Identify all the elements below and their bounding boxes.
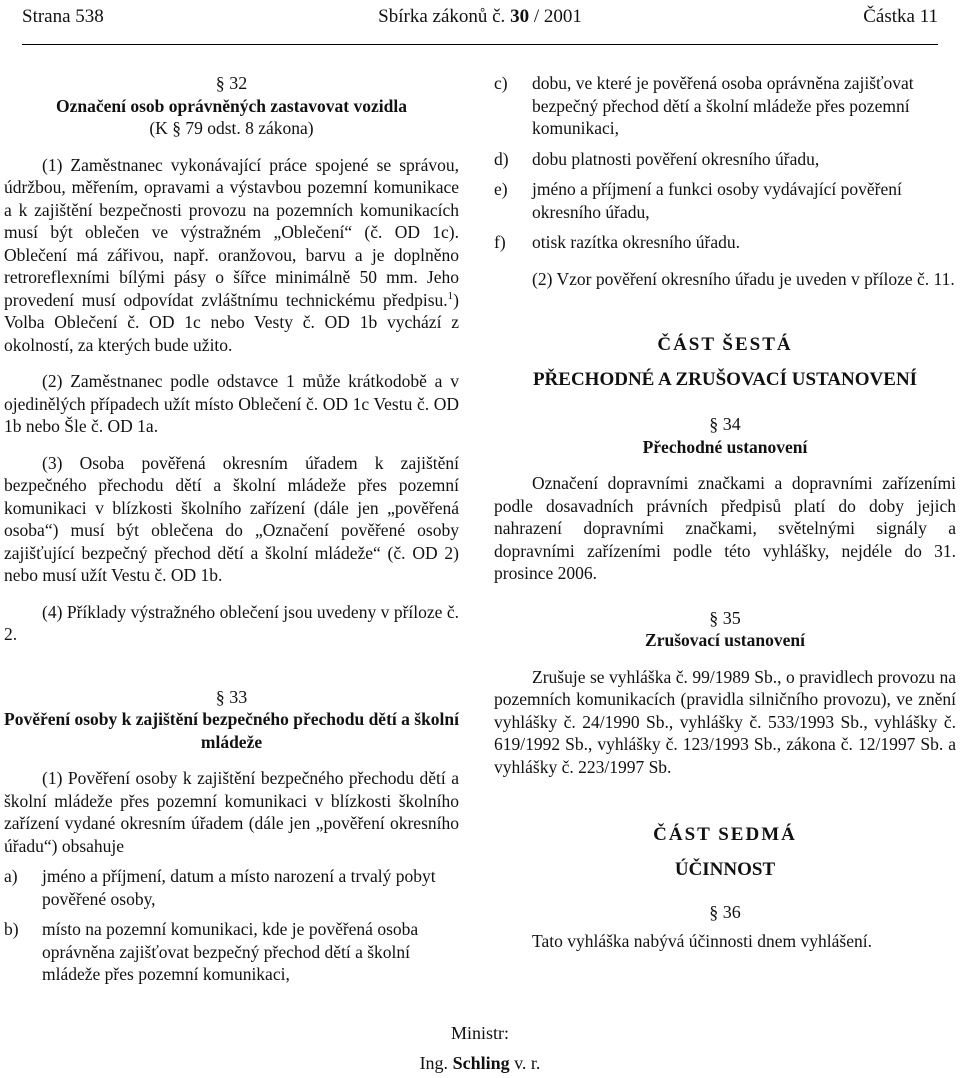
- section-32-reference: (K § 79 odst. 8 zákona): [149, 118, 314, 138]
- section-32-paragraph-4: (4) Příklady výstražného oblečení jsou uvedeny v příloze č. 2.: [4, 601, 459, 644]
- list-item-mark: b): [4, 919, 19, 939]
- signature-role: Ministr:: [450, 1023, 509, 1043]
- footnote-marker: 1: [447, 289, 454, 302]
- list-item: [494, 178, 956, 223]
- part-seven-label: ČÁST SEDMÁ: [653, 824, 797, 845]
- section-32-paragraph-2: (2) Zaměstnanec podle odstavce 1 může krátkodobě a v ojedinělých případech užít místo Oblečení č. OD 1c Vestu č. OD 1b nebo Šle č. OD 1a.: [4, 371, 459, 436]
- signature-line: [0, 1048, 960, 1078]
- section-35-title: Zrušovací ustanovení: [645, 630, 805, 650]
- section-35-sign: § 35: [709, 607, 741, 628]
- section-32-title: Označení osob oprávněných zastavovat vozidla: [56, 95, 407, 116]
- section-33-paragraph-1: (1) Pověření osoby k zajištění bezpečného přechodu dětí a školní mládeže přes pozemní komunikaci v blízkosti školního zařízení vydané okresním úřadem (dále jen „pověření okresního úřadu“) obsahuje: [4, 768, 459, 856]
- collection-year: / 2001: [533, 6, 582, 27]
- section-36-sign: § 36: [709, 902, 741, 922]
- list-item-text: jméno a příjmení a funkci osoby vydávající pověření okresního úřadu,: [532, 179, 902, 222]
- section-33-sign: § 33: [215, 686, 248, 707]
- section-32-paragraph-1-tail: ) Volba Oblečení č. OD 1c nebo Vesty č. OD 1b vychází z okolností, za kterých bude užito.: [4, 289, 459, 355]
- page-number: Strana 538: [22, 6, 104, 27]
- right-column: [494, 72, 956, 952]
- list-item-mark: f): [494, 232, 506, 252]
- collection-reference: [22, 6, 938, 28]
- section-34-sign: § 34: [709, 414, 741, 434]
- collection-number: 30: [510, 6, 530, 27]
- list-item-text: dobu, ve které je pověřená osoba oprávněna zajišťovat bezpečný přechod dětí a školní mládeže přes pozemní komunikaci,: [532, 73, 914, 138]
- section-34-text: Označení dopravními značkami a dopravními zařízeními podle dosavadních právních předpisů platí do doby jejich nahrazení dopravními značkami, světelnými signály a dopravními zařízeními podle této vyhlášky, nejdéle do 31. prosince 2006.: [494, 473, 956, 583]
- section-32-paragraph-1-text: (1) Zaměstnanec vykonávající práce spojené se správou, údržbou, měřením, opravami a výstavbou pozemní komunikace a k zajištění bezpečnosti provozu na pozemních komunikacích musí být oblečen ve výstražném „Oblečení“ (č. OD 1c). Oblečení má zářivou, např. oranžovou, barvu a je doplněno retroreflexními bílými pásy o šířce minimálně 50 mm. Jeho provedení musí odpovídat zvláštnímu technickému předpisu.: [4, 154, 459, 310]
- issue-part: Částka 11: [863, 6, 938, 27]
- section-32-sign: § 32: [215, 73, 248, 93]
- list-item-text: jméno a příjmení, datum a místo narození a trvalý pobyt pověřené osoby,: [42, 866, 436, 909]
- list-item: [494, 148, 956, 171]
- list-item: [4, 865, 459, 910]
- list-item-mark: a): [4, 866, 18, 886]
- signature-block: [0, 1018, 960, 1078]
- section-32-paragraph-1: [4, 154, 459, 357]
- list-item: [4, 918, 459, 986]
- section-34-title: Přechodné ustanovení: [642, 436, 808, 457]
- list-item-mark: e): [494, 179, 508, 199]
- section-35-text: Zrušuje se vyhláška č. 99/1989 Sb., o pravidlech provozu na pozemních komunikacích (pravidla silničního provozu), ve znění vyhlášky č. 24/1990 Sb., vyhlášky č. 533/1993 Sb., vyhlášky č. 619/1992 Sb., vyhlášky č. 123/1993 Sb., zákona č. 12/1997 Sb. a vyhlášky č. 223/1997 Sb.: [494, 666, 956, 777]
- header-rule: [22, 44, 938, 45]
- section-33-title: Pověření osoby k zajištění bezpečného přechodu dětí a školní mládeže: [4, 709, 460, 752]
- list-item-text: otisk razítka okresního úřadu.: [532, 232, 741, 252]
- list-item-text: dobu platnosti pověření okresního úřadu,: [532, 148, 820, 169]
- section-33-paragraph-2: (2) Vzor pověření okresního úřadu je uveden v příloze č. 11.: [532, 268, 955, 289]
- list-item: [494, 72, 956, 140]
- part-seven-name: ÚČINNOST: [674, 858, 776, 880]
- signature-prefix: Ing.: [419, 1053, 449, 1073]
- section-33-list-left: [4, 865, 459, 986]
- list-item-mark: d): [494, 148, 509, 169]
- collection-prefix: Sbírka zákonů č.: [378, 6, 506, 27]
- section-36-text: Tato vyhláška nabývá účinnosti dnem vyhlášení.: [532, 930, 872, 951]
- section-32-paragraph-3: (3) Osoba pověřená okresním úřadem k zajištění bezpečného přechodu dětí a školní mládeže přes pozemní komunikaci v blízkosti školního zařízení (dále jen „pověřená osoba“) musí být oblečena do „Označení pověřené osoby zajišťující bezpečný přechod dětí a školní mládeže“ (č. OD 2) nebo musí užít Vestu č. OD 1b.: [4, 452, 459, 585]
- signature-suffix: v. r.: [514, 1053, 541, 1073]
- left-column: [4, 72, 459, 986]
- list-item-mark: c): [494, 73, 508, 93]
- page-header: [22, 6, 938, 32]
- list-item-text: místo na pozemní komunikaci, kde je pověřená osoba oprávněna zajišťovat bezpečný přechod dětí a školní mládeže přes pozemní komunikaci,: [42, 919, 419, 984]
- part-six-name: PŘECHODNÉ A ZRUŠOVACÍ USTANOVENÍ: [532, 368, 918, 390]
- section-33-list-right: [494, 72, 956, 254]
- signature-name: Schling: [452, 1053, 510, 1073]
- part-six-label: ČÁST ŠESTÁ: [657, 334, 793, 355]
- list-item: [494, 231, 956, 254]
